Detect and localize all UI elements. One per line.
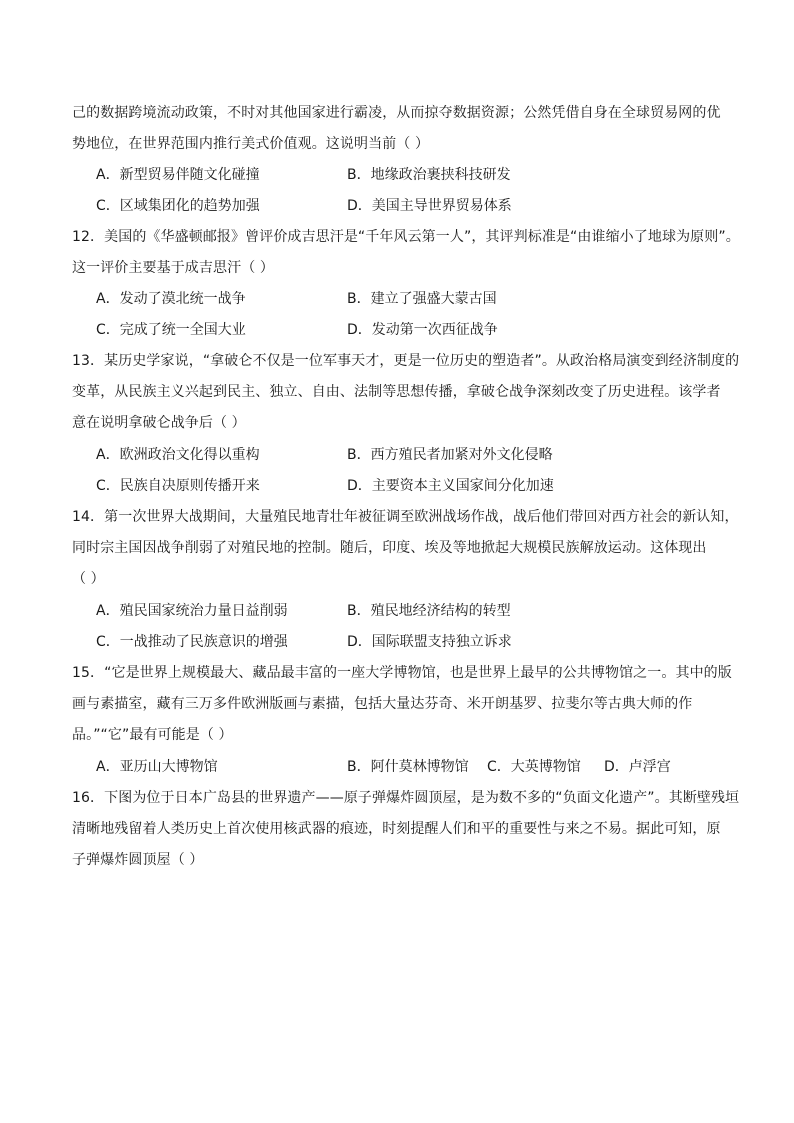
q13-option-b: B．西方殖民者加紧对外文化侵略 [347, 447, 553, 463]
q14-stem-line-1: 14．第一次世界大战期间，大量殖民地青壮年被征调至欧洲战场作战，战后他们带回对西方社会的新认知， [72, 509, 739, 525]
q13-stem-line-3: 意在说明拿破仑战争后（ ） [72, 415, 246, 431]
q15-option-d: D．卢浮宫 [604, 759, 671, 775]
q15-option-c: C．大英博物馆 [487, 759, 581, 775]
q12-option-c: C．完成了统一全国大业 [96, 322, 246, 338]
q15-stem-line-2: 画与素描室，藏有三万多件欧洲版画与素描，包括大量达芬奇、米开朗基罗、拉斐尔等古典大师的作 [72, 696, 693, 712]
q14-stem-line-2: 同时宗主国因战争削弱了对殖民地的控制。随后，印度、埃及等地掀起大规模民族解放运动。这体现出 [72, 540, 707, 556]
q11-stem-line-1: 己的数据跨境流动政策，不时对其他国家进行霸凌，从而掠夺数据资源；公然凭借自身在全球贸易网的优 [72, 105, 721, 121]
q13-stem-line-1: 13．某历史学家说，“拿破仑不仅是一位军事天才，更是一位历史的塑造者”。从政治格局演变到经济制度的 [72, 353, 740, 369]
q16-stem-line-2: 清晰地残留着人类历史上首次使用核武器的痕迹，时刻提醒人们和平的重要性与来之不易。据此可知，原 [72, 821, 721, 837]
q14-option-b: B．殖民地经济结构的转型 [347, 603, 511, 619]
q13-option-c: C．民族自决原则传播开来 [96, 478, 260, 494]
q14-option-c: C．一战推动了民族意识的增强 [96, 634, 288, 650]
q12-option-d: D．发动第一次西征战争 [347, 322, 498, 338]
q13-option-d: D．主要资本主义国家间分化加速 [347, 478, 554, 494]
q15-option-b: B．阿什莫林博物馆 [347, 759, 469, 775]
q15-stem-line-3: 品。”“它”最有可能是（ ） [72, 727, 233, 743]
q14-stem-line-3: （ ） [72, 571, 105, 587]
q12-stem-line-1: 12．美国的《华盛顿邮报》曾评价成吉思汗是“千年风云第一人”，其评判标准是“由谁缩小了地球为原则”。 [72, 229, 740, 245]
q16-stem-line-1: 16．下图为位于日本广岛县的世界遗产——原子弹爆炸圆顶屋，是为数不多的“负面文化遗产”。其断壁残垣 [72, 790, 740, 806]
q12-option-b: B．建立了强盛大蒙古国 [347, 291, 497, 307]
q11-option-a: A．新型贸易伴随文化碰撞 [96, 167, 260, 183]
q14-option-a: A．殖民国家统治力量日益削弱 [96, 603, 288, 619]
q11-option-c: C．区域集团化的趋势加强 [96, 198, 260, 214]
q15-stem-line-1: 15．“它是世界上规模最大、藏品最丰富的一座大学博物馆，也是世界上最早的公共博物馆之一。其中的版 [72, 665, 732, 681]
q12-option-a: A．发动了漠北统一战争 [96, 291, 246, 307]
q11-stem-line-2: 势地位，在世界范围内推行美式价值观。这说明当前（ ） [72, 136, 430, 152]
q11-option-b: B．地缘政治裹挟科技研发 [347, 167, 511, 183]
q15-option-a: A．亚历山大博物馆 [96, 759, 218, 775]
q11-option-d: D．美国主导世界贸易体系 [347, 198, 512, 214]
q16-stem-line-3: 子弹爆炸圆顶屋（ ） [72, 852, 204, 868]
q13-stem-line-2: 变革，从民族主义兴起到民主、独立、自由、法制等思想传播，拿破仑战争深刻改变了历史进程。该学者 [72, 384, 721, 400]
q13-option-a: A．欧洲政治文化得以重构 [96, 447, 260, 463]
q14-option-d: D．国际联盟支持独立诉求 [347, 634, 512, 650]
q12-stem-line-2: 这一评价主要基于成吉思汗（ ） [72, 260, 274, 276]
